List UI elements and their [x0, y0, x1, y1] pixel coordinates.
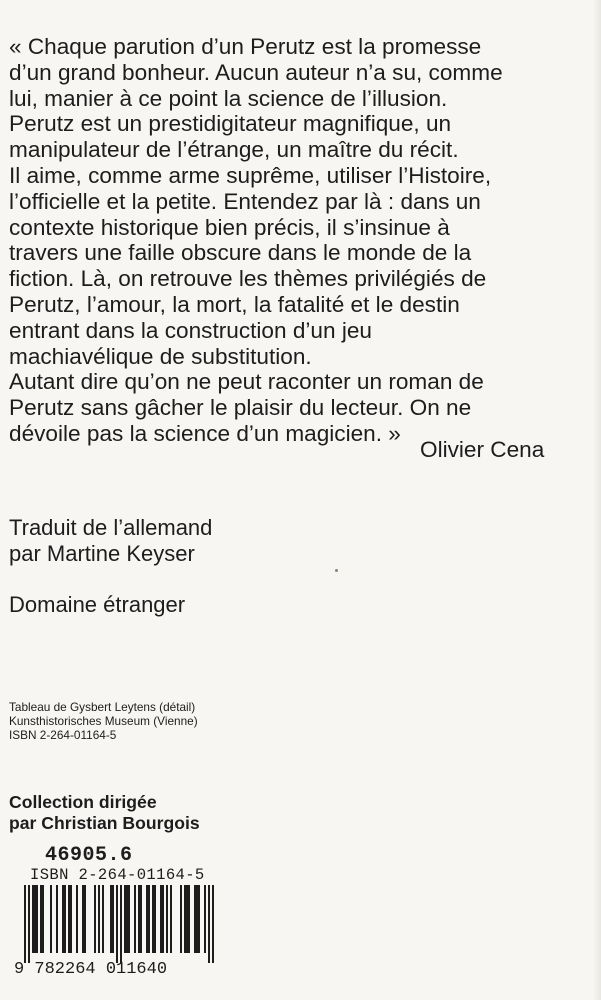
barcode-bar	[68, 885, 70, 953]
barcode-bar	[184, 885, 186, 953]
barcode-bar	[134, 885, 136, 953]
barcode-bar	[128, 885, 130, 953]
barcode-bar	[98, 885, 100, 953]
barcode-digits: 9 782264 011640	[14, 960, 168, 979]
barcode-bar	[196, 885, 198, 953]
barcode-bar	[146, 885, 148, 953]
painting-credit: Tableau de Gysbert Leytens (détail)	[9, 700, 196, 714]
collection-director: par Christian Bourgois	[9, 813, 200, 833]
barcode-bar	[154, 885, 156, 953]
barcode-bar	[24, 885, 26, 963]
barcode-bar	[110, 885, 112, 953]
barcode-bar	[120, 885, 122, 963]
quote-line: Perutz est un prestidigitateur magnifique, un	[9, 111, 452, 137]
barcode-bar	[204, 885, 206, 953]
barcode-bar	[116, 885, 118, 963]
barcode-bar	[82, 885, 84, 953]
barcode-bar	[140, 885, 142, 953]
quote-attribution: Olivier Cena	[420, 437, 545, 462]
barcode-bar	[208, 885, 210, 963]
barcode-bar	[212, 885, 214, 963]
barcode-bar	[152, 885, 154, 953]
quote-line: Il aime, comme arme suprême, utiliser l’Histoire,	[9, 162, 492, 188]
translation-credit	[9, 515, 212, 567]
isbn-credit: ISBN 2-264-01164-5	[9, 728, 117, 743]
barcode-bar	[64, 885, 66, 953]
quote-line: fiction. Là, on retrouve les thèmes privilégiés de	[9, 266, 487, 292]
museum-credit: Kunsthistorisches Museum (Vienne)	[9, 714, 198, 729]
quote-line: lui, manier à ce point la science de l’illusion.	[9, 85, 448, 111]
quote-line: Perutz, l’amour, la mort, la fatalité et le destin	[9, 291, 460, 317]
barcode-bar	[124, 885, 126, 953]
barcode-bar	[70, 885, 72, 953]
barcode-bar	[32, 885, 34, 953]
barcode-bar	[112, 885, 114, 953]
barcode-bar	[36, 885, 38, 953]
collection-credit	[9, 792, 200, 834]
barcode-bar	[138, 885, 140, 953]
barcode-bar	[84, 885, 86, 953]
barcode-bar	[148, 885, 150, 953]
barcode-bar	[188, 885, 190, 953]
quote-line: dévoile pas la science d’un magicien. »	[9, 420, 401, 446]
catalog-code: 46905.6	[45, 844, 133, 867]
barcode-isbn-label: ISBN 2-264-01164-5	[30, 866, 205, 884]
quote-line: contexte historique bien précis, il s’insinue à	[9, 214, 450, 240]
quote-line: manipulateur de l’étrange, un maître du récit.	[9, 137, 459, 163]
barcode-bar	[160, 885, 162, 953]
barcode-bar	[42, 885, 44, 953]
barcode-bar	[194, 885, 196, 953]
quote-line: entrant dans la construction d’un jeu	[9, 317, 372, 343]
barcode-bars	[14, 885, 224, 963]
barcode-bar	[28, 885, 30, 963]
cover-credits	[9, 700, 198, 743]
paper-speck	[335, 569, 338, 572]
barcode-bar	[102, 885, 104, 953]
barcode-bar	[162, 885, 164, 953]
quote-line: d’un grand bonheur. Aucun auteur n’a su, comme	[9, 59, 503, 85]
barcode-bar	[166, 885, 168, 953]
quote-line: l’officielle et la petite. Entendez par là : dans un	[9, 188, 481, 214]
barcode-bar	[56, 885, 58, 953]
cover-edge	[593, 0, 601, 1000]
barcode-bar	[34, 885, 36, 953]
barcode-bar	[94, 885, 96, 953]
barcode-bar	[170, 885, 172, 953]
barcode-bar	[76, 885, 78, 953]
review-quote	[9, 34, 589, 447]
translation-line: Traduit de l’allemand	[9, 515, 213, 540]
quote-line: machiavélique de substitution.	[9, 343, 312, 369]
barcode-bar	[50, 885, 52, 953]
barcode-bar	[40, 885, 42, 953]
quote-line: Perutz sans gâcher le plaisir du lecteur. On ne	[9, 395, 472, 421]
barcode-bar	[198, 885, 200, 953]
barcode-bar	[126, 885, 128, 953]
quote-line: Autant dire qu’on ne peut raconter un roman de	[9, 369, 484, 395]
quote-line: « Chaque parution d’un Perutz est la promesse	[9, 34, 482, 59]
series-name: Domaine étranger	[9, 592, 186, 617]
barcode-bar	[186, 885, 188, 953]
quote-line: travers une faille obscure dans le monde de la	[9, 240, 472, 266]
barcode-bar	[62, 885, 64, 953]
collection-line: Collection dirigée	[9, 792, 157, 812]
translator-name: par Martine Keyser	[9, 541, 195, 566]
barcode-bar	[180, 885, 182, 953]
